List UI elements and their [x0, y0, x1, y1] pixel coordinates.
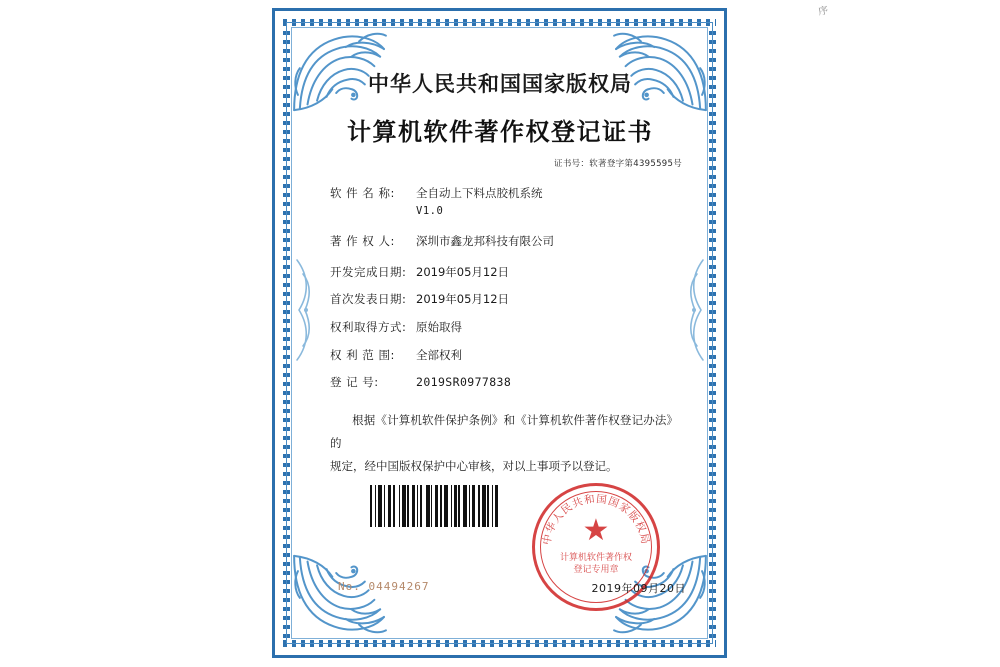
seal-bottom-line-1: 计算机软件著作权 [559, 553, 632, 563]
field-value: 2019年05月12日 [416, 292, 510, 307]
handwritten-mark: 序 [817, 5, 830, 18]
field-label: 软 件 名 称: [330, 186, 395, 200]
certificate-content [300, 60, 700, 620]
field-value [416, 185, 686, 219]
field-value-version: V1.0 [416, 204, 444, 217]
field-development-date [330, 264, 686, 281]
seal-star-icon: ★ [582, 513, 610, 548]
field-label: 权利取得方式: [330, 319, 407, 334]
field-label: 首次发表日期: [330, 292, 407, 307]
certificate-number-label: 证书号： [554, 159, 590, 169]
field-acquisition-method [330, 319, 686, 336]
field-label: 登 记 号: [330, 375, 379, 390]
field-label: 开发完成日期: [330, 264, 407, 279]
certificate-number-value: 软著登字第4395595号 [589, 159, 682, 169]
seal-bottom-line-2: 登记专用章 [573, 565, 619, 576]
field-value: 全部权利 [416, 347, 462, 362]
seal-arc-label: 中华人民共和国国家版权局 [540, 493, 652, 546]
field-list [300, 185, 700, 391]
barcode [370, 485, 502, 527]
footer-issue-date: 2019年09月20日 [591, 582, 686, 595]
field-label: 权 利 范 围: [330, 347, 395, 362]
footer-serial-number: No. 04494267 [338, 580, 430, 593]
issuer-title: 中华人民共和国国家版权局 [368, 72, 632, 96]
field-rights-scope [330, 347, 686, 364]
field-copyright-owner [330, 233, 686, 250]
field-first-publish-date [330, 291, 686, 308]
field-value: 2019SR0977838 [416, 375, 512, 390]
certificate-number [300, 157, 700, 169]
field-value-text: 全自动上下料点胶机系统 [416, 186, 543, 200]
field-value: 2019年05月12日 [416, 264, 510, 279]
field-label: 著 作 权 人: [330, 233, 395, 248]
field-value: 深圳市鑫龙邦科技有限公司 [416, 233, 554, 248]
field-software-name [330, 185, 686, 219]
legal-paragraph [300, 409, 700, 478]
legal-paragraph-line-1: 根据《计算机软件保护条例》和《计算机软件著作权登记办法》的 [330, 412, 678, 450]
certificate-title: 计算机软件著作权登记证书 [347, 118, 653, 146]
field-value: 原始取得 [416, 319, 462, 334]
field-registration-number [330, 374, 686, 391]
seal-bottom-text [535, 552, 657, 576]
legal-paragraph-line-2: 规定，经中国版权保护中心审核，对以上事项予以登记。 [330, 458, 618, 473]
